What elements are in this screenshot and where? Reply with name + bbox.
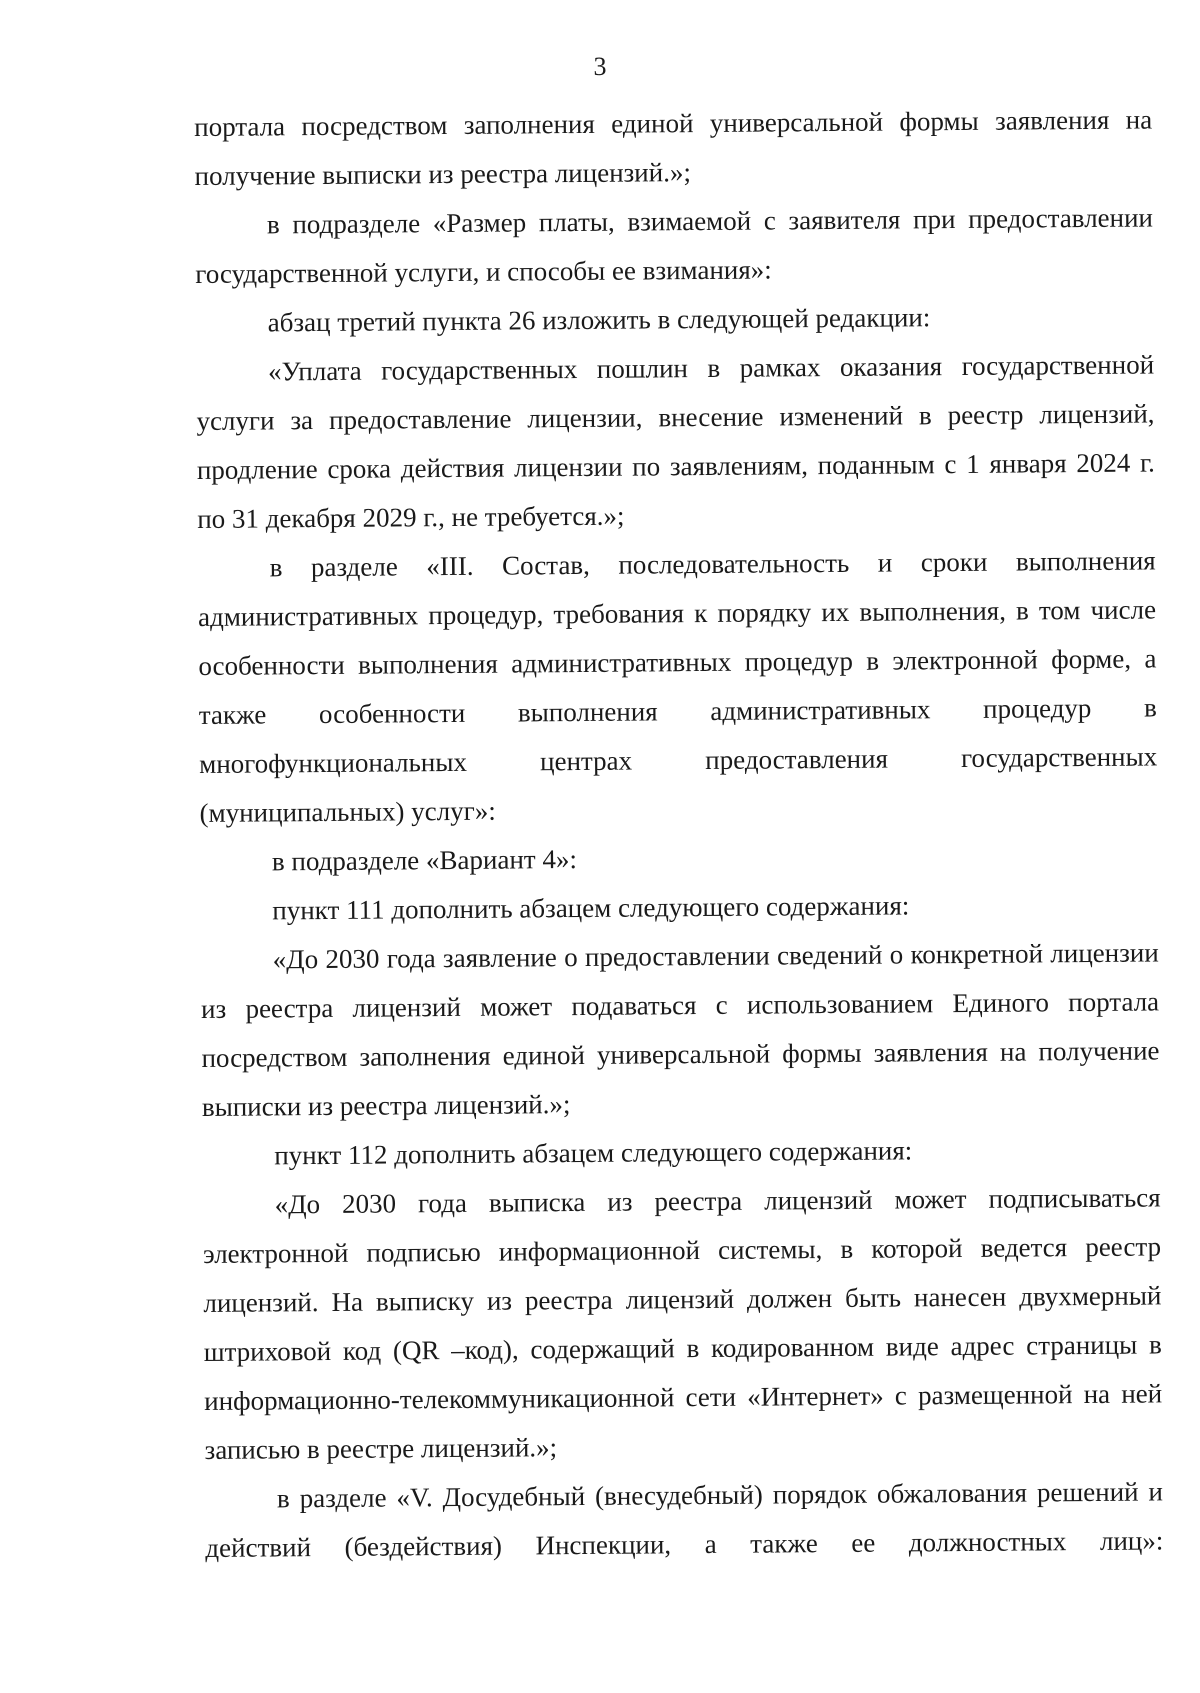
paragraph: в разделе «III. Состав, последовательность и сроки выполнения административных процедур, требования к порядку их выполнения, в том числе особенности выполнения административных процедур в электронной форме, а также особенности выполнения административных процедур в многофункциональных центрах предоставления государственных (муниципальных) услуг»: (197, 545, 1158, 828)
paragraph: в разделе «V. Досудебный (внесудебный) порядок обжалования решений и действий (бездействия) Инспекции, а также ее должностных лиц»: (205, 1476, 1164, 1563)
paragraph: «Уплата государственных пошлин в рамках оказания государственной услуги за предоставление лицензии, внесение изменений в реестр лицензий, продление срока действия лицензии по заявлениям, поданным с 1 января 2024 г. по 31 декабря 2029 г., не требуется.»; (196, 349, 1155, 534)
paragraph: «До 2030 года заявление о предоставлении сведений о конкретной лицензии из реестра лицензий может подаваться с использованием Единого портала посредством заполнения единой универсальной формы заявления на получение выписки из реестра лицензий.»; (200, 937, 1160, 1122)
paragraph: «До 2030 года выписка из реестра лицензий может подписываться электронной подписью информационной системы, в которой ведется реестр лицензий. На выписку из реестра лицензий должен быть нанесен двухмерный штриховой код (QR –код), содержащий в кодированном виде адрес страницы в информационно-телекоммуникационной сети «Интернет» с размещенной на ней записью в реестре лицензий.»; (202, 1182, 1163, 1465)
page-number: 3 (593, 52, 607, 81)
document-body (194, 95, 1164, 1572)
paragraph: пункт 111 дополнить абзацем следующего содержания: (272, 890, 910, 926)
paragraph: пункт 112 дополнить абзацем следующего содержания: (274, 1135, 913, 1171)
paragraph: портала посредством заполнения единой универсальной формы заявления на получение выписки из реестра лицензий.»; (194, 104, 1153, 191)
paragraph: в подразделе «Вариант 4»: (271, 844, 578, 877)
paragraph: абзац третий пункта 26 изложить в следующей редакции: (267, 302, 931, 338)
paragraph: в подразделе «Размер платы, взимаемой с заявителя при предоставлении государственной услуги, и способы ее взимания»: (195, 202, 1154, 289)
